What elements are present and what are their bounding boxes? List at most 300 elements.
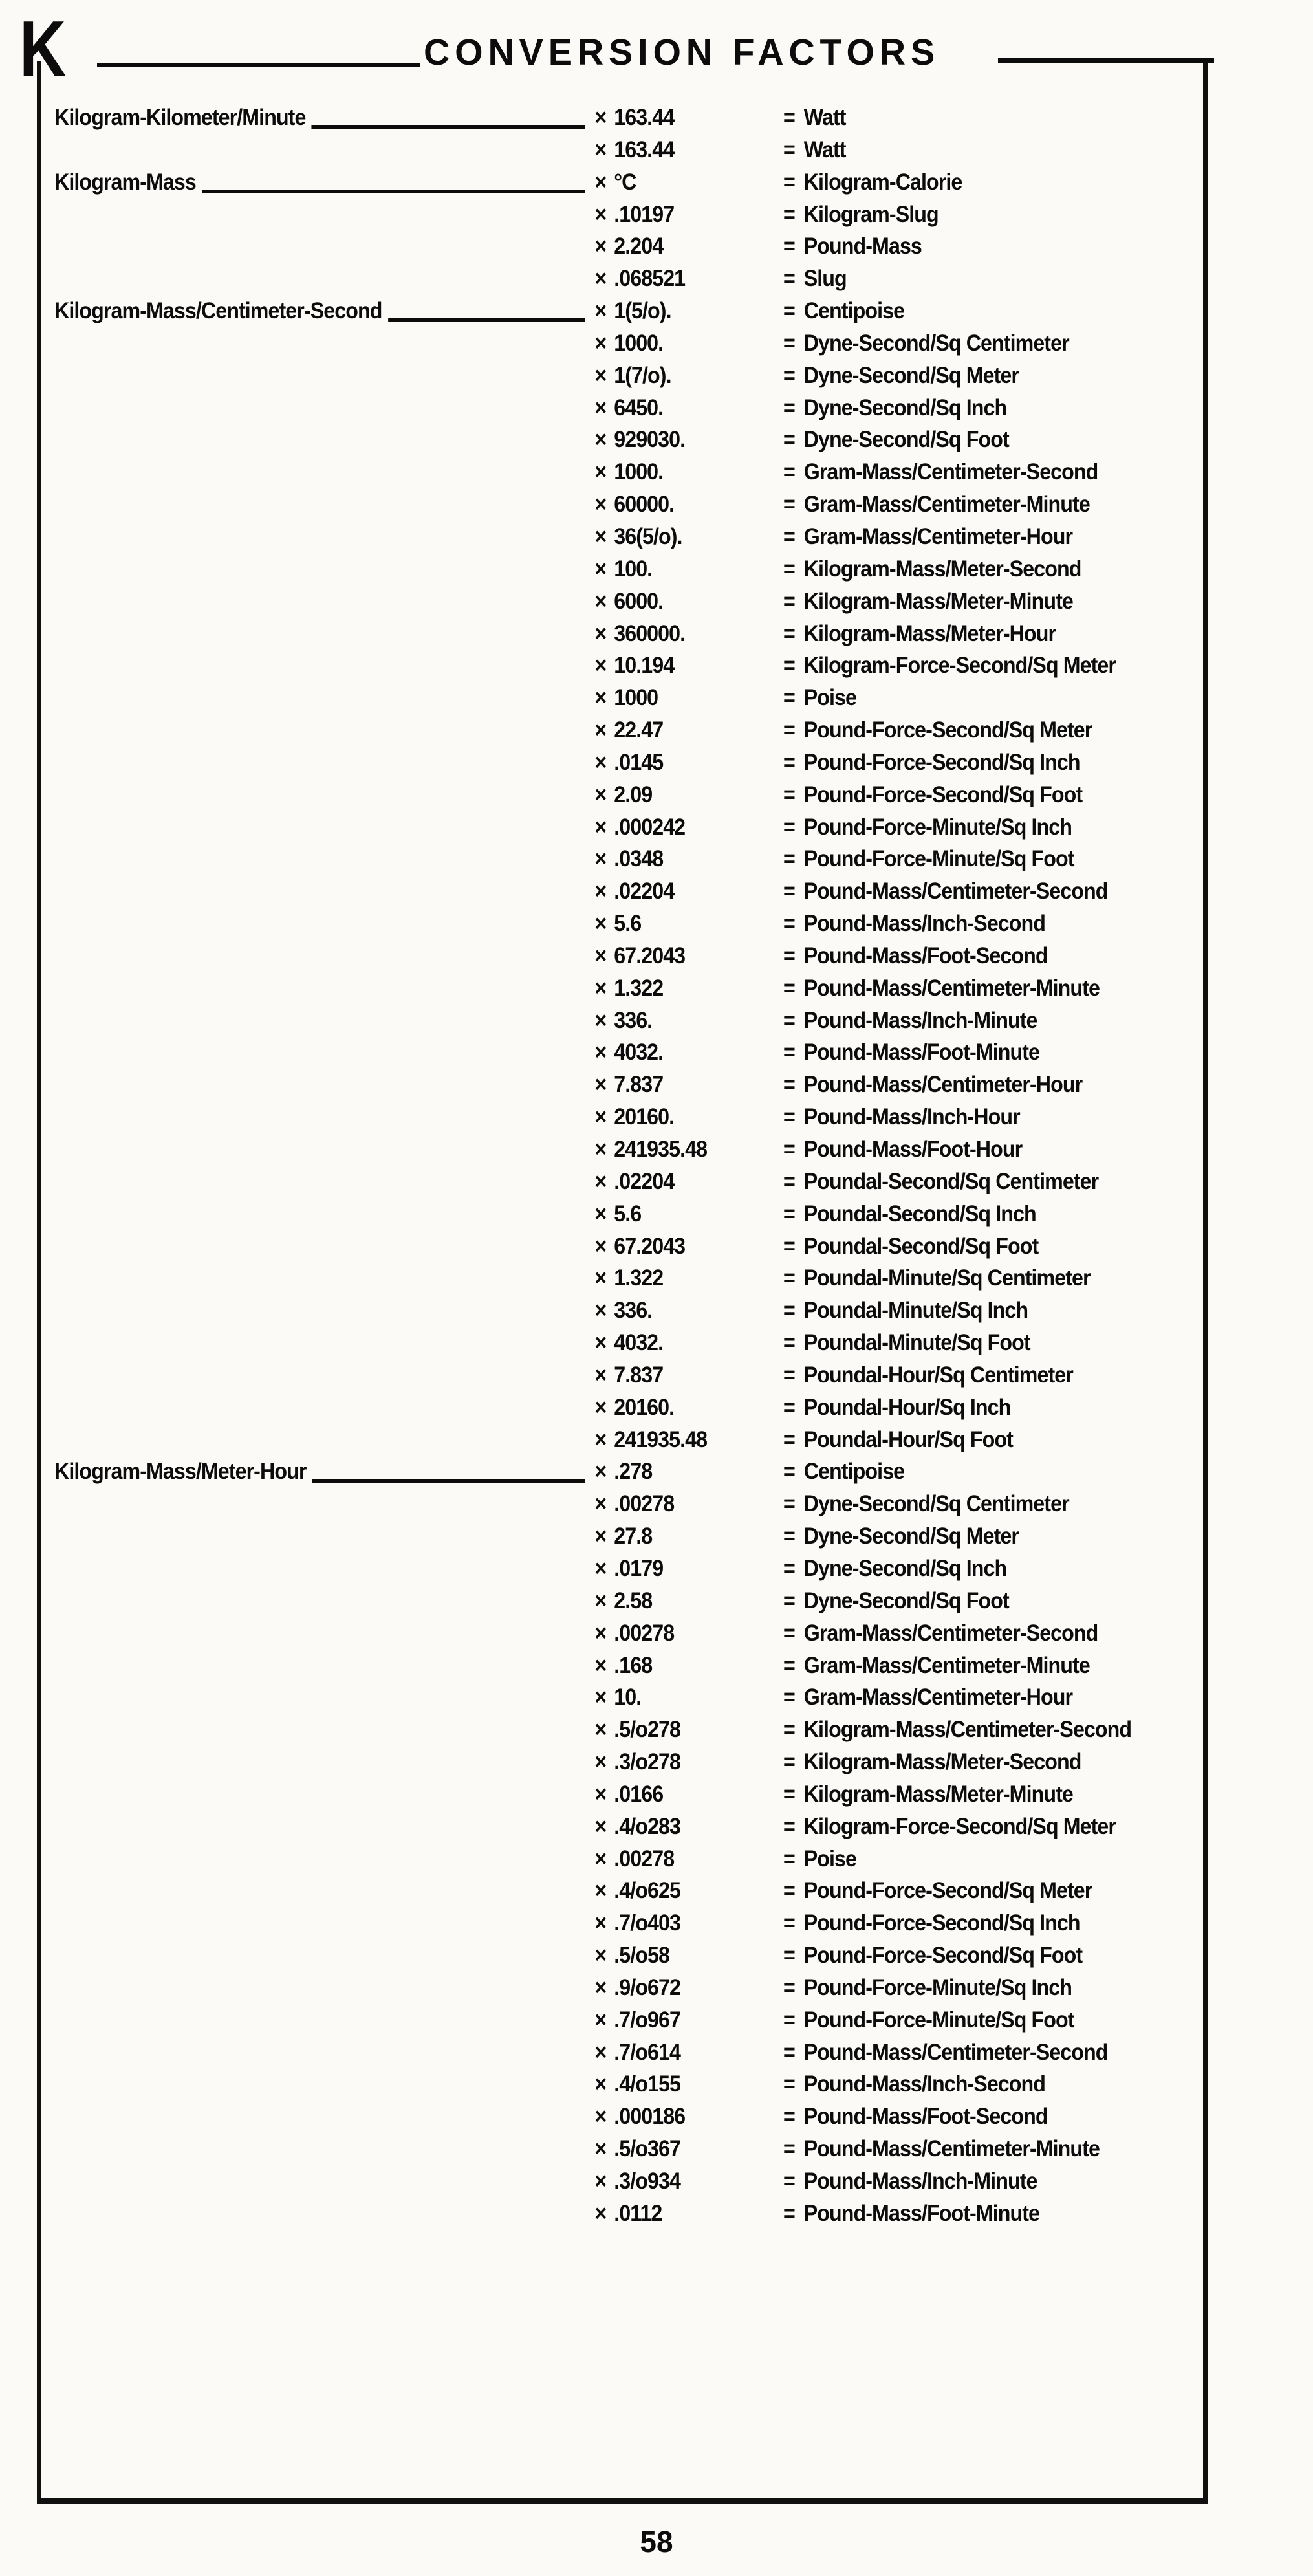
factor-value: .7/o403 — [614, 1910, 680, 1936]
equals-sign: = — [783, 2200, 795, 2226]
unit-label-cell — [54, 1617, 594, 1650]
unit-name: Kilogram-Mass/Centimeter-Second — [54, 298, 382, 324]
unit-label-cell — [54, 134, 594, 166]
result-unit: Pound-Mass/Centimeter-Minute — [803, 975, 1100, 1001]
unit-name: Kilogram-Kilometer/Minute — [54, 105, 306, 130]
result-unit: Watt — [803, 105, 846, 130]
factor-cell — [594, 1650, 783, 1682]
result-cell — [783, 2036, 1203, 2069]
factor-value: 1000. — [614, 459, 664, 485]
result-cell — [783, 424, 1203, 456]
result-cell — [783, 392, 1203, 424]
factor-cell — [594, 2133, 783, 2165]
equals-sign: = — [783, 1330, 795, 1356]
conversion-row — [54, 1488, 1203, 1520]
factor-cell — [594, 1198, 783, 1230]
result-unit: Pound-Force-Minute/Sq Inch — [803, 814, 1072, 840]
result-unit: Kilogram-Mass/Meter-Second — [803, 556, 1081, 582]
multiply-sign: × — [594, 105, 607, 130]
equals-sign: = — [783, 1620, 795, 1646]
multiply-sign: × — [594, 136, 607, 162]
equals-sign: = — [783, 911, 795, 937]
factor-cell — [594, 1036, 783, 1069]
factor-value: 241935.48 — [614, 1426, 708, 1452]
factor-value: 5.6 — [614, 911, 642, 937]
equals-sign: = — [783, 427, 795, 453]
conversion-row — [54, 553, 1203, 585]
conversion-row — [54, 585, 1203, 618]
multiply-sign: × — [594, 879, 607, 904]
multiply-sign: × — [594, 1555, 607, 1581]
unit-label-cell — [54, 1681, 594, 1714]
unit-label-cell — [54, 972, 594, 1005]
multiply-sign: × — [594, 1168, 607, 1194]
conversion-row — [54, 456, 1203, 488]
result-unit: Kilogram-Force-Second/Sq Meter — [803, 1813, 1116, 1839]
result-unit: Pound-Mass/Centimeter-Hour — [803, 1072, 1083, 1098]
conversion-row — [54, 618, 1203, 650]
factor-cell — [594, 1133, 783, 1166]
result-cell — [783, 1585, 1203, 1617]
result-cell — [783, 327, 1203, 360]
equals-sign: = — [783, 1717, 795, 1743]
conversion-row — [54, 843, 1203, 875]
conversion-row — [54, 1907, 1203, 1939]
factor-cell — [594, 1585, 783, 1617]
multiply-sign: × — [594, 1233, 607, 1259]
factor-value: 67.2043 — [614, 1233, 686, 1259]
factor-value: 5.6 — [614, 1201, 642, 1227]
result-cell — [783, 1746, 1203, 1778]
factor-cell — [594, 2068, 783, 2101]
result-unit: Pound-Mass/Inch-Second — [803, 2071, 1046, 2097]
unit-label-cell — [54, 521, 594, 553]
result-unit: Gram-Mass/Centimeter-Minute — [803, 1652, 1090, 1678]
unit-label-cell — [54, 1778, 594, 1811]
multiply-sign: × — [594, 814, 607, 840]
multiply-sign: × — [594, 1007, 607, 1033]
result-unit: Pound-Force-Second/Sq Foot — [803, 1943, 1083, 1969]
conversion-row — [54, 1005, 1203, 1037]
conversion-row — [54, 972, 1203, 1005]
multiply-sign: × — [594, 1459, 607, 1485]
unit-label-cell — [54, 1359, 594, 1392]
conversion-row — [54, 102, 1203, 134]
conversion-row — [54, 2133, 1203, 2165]
result-cell — [783, 779, 1203, 811]
unit-label-cell — [54, 908, 594, 940]
unit-label-cell — [54, 295, 594, 327]
factor-cell — [594, 1424, 783, 1456]
conversion-row — [54, 779, 1203, 811]
unit-label-cell — [54, 1392, 594, 1424]
factor-cell — [594, 327, 783, 360]
factor-value: 2.09 — [614, 781, 653, 807]
factor-value: .00278 — [614, 1491, 675, 1517]
factor-cell — [594, 1456, 783, 1488]
result-unit: Dyne-Second/Sq Inch — [803, 395, 1007, 420]
equals-sign: = — [783, 523, 795, 549]
factor-value: 6450. — [614, 395, 664, 420]
result-cell — [783, 488, 1203, 521]
result-cell — [783, 747, 1203, 779]
conversion-row — [54, 682, 1203, 714]
equals-sign: = — [783, 266, 795, 292]
equals-sign: = — [783, 1943, 795, 1969]
factor-cell — [594, 1939, 783, 1972]
section-letter: K — [19, 5, 64, 93]
multiply-sign: × — [594, 492, 607, 518]
factor-value: 4032. — [614, 1330, 664, 1356]
conversion-row — [54, 1198, 1203, 1230]
multiply-sign: × — [594, 1523, 607, 1549]
result-cell — [783, 263, 1203, 295]
result-cell — [783, 1875, 1203, 1907]
equals-sign: = — [783, 1104, 795, 1130]
result-unit: Gram-Mass/Centimeter-Hour — [803, 1685, 1073, 1710]
conversion-row — [54, 1166, 1203, 1198]
result-unit: Pound-Force-Minute/Sq Foot — [803, 2007, 1074, 2033]
unit-label-cell — [54, 327, 594, 360]
result-cell — [783, 1681, 1203, 1714]
multiply-sign: × — [594, 749, 607, 775]
result-cell — [783, 843, 1203, 875]
equals-sign: = — [783, 943, 795, 968]
factor-cell — [594, 682, 783, 714]
result-unit: Gram-Mass/Centimeter-Hour — [803, 523, 1073, 549]
multiply-sign: × — [594, 975, 607, 1001]
conversion-row — [54, 327, 1203, 360]
equals-sign: = — [783, 234, 795, 259]
factor-value: .000242 — [614, 814, 686, 840]
factor-cell — [594, 263, 783, 295]
factor-cell — [594, 843, 783, 875]
multiply-sign: × — [594, 2136, 607, 2162]
factor-value: .0112 — [614, 2200, 662, 2226]
multiply-sign: × — [594, 1878, 607, 1904]
factor-value: .4/o625 — [614, 1878, 680, 1904]
equals-sign: = — [783, 556, 795, 582]
result-unit: Pound-Force-Second/Sq Inch — [803, 749, 1080, 775]
factor-cell — [594, 199, 783, 231]
conversion-row — [54, 1036, 1203, 1069]
result-cell — [783, 2133, 1203, 2165]
result-unit: Pound-Force-Second/Sq Meter — [803, 717, 1092, 743]
factor-cell — [594, 1843, 783, 1875]
result-unit: Pound-Mass/Centimeter-Second — [803, 2039, 1108, 2065]
factor-value: .278 — [614, 1459, 653, 1485]
result-unit: Poundal-Second/Sq Foot — [803, 1233, 1039, 1259]
conversion-row — [54, 714, 1203, 747]
unit-label-cell — [54, 1488, 594, 1520]
result-cell — [783, 811, 1203, 844]
result-cell — [783, 1294, 1203, 1327]
factor-cell — [594, 1681, 783, 1714]
equals-sign: = — [783, 492, 795, 518]
factor-cell — [594, 1392, 783, 1424]
conversion-row — [54, 1811, 1203, 1843]
multiply-sign: × — [594, 1652, 607, 1678]
unit-label-cell — [54, 682, 594, 714]
result-unit: Pound-Mass/Foot-Second — [803, 2104, 1048, 2130]
factor-value: 2.204 — [614, 234, 664, 259]
equals-sign: = — [783, 362, 795, 388]
factor-value: 20160. — [614, 1104, 675, 1130]
result-cell — [783, 1617, 1203, 1650]
result-cell — [783, 360, 1203, 392]
result-unit: Pound-Mass/Foot-Minute — [803, 1040, 1040, 1065]
result-unit: Watt — [803, 136, 846, 162]
equals-sign: = — [783, 1974, 795, 2000]
result-cell — [783, 230, 1203, 263]
factor-value: 336. — [614, 1298, 653, 1324]
factor-cell — [594, 1069, 783, 1101]
result-cell — [783, 875, 1203, 908]
result-unit: Dyne-Second/Sq Inch — [803, 1555, 1007, 1581]
conversion-row — [54, 1327, 1203, 1359]
leader-line — [388, 318, 585, 322]
conversion-row — [54, 1746, 1203, 1778]
result-cell — [783, 1939, 1203, 1972]
conversion-rows — [54, 102, 1203, 2230]
conversion-row — [54, 1101, 1203, 1133]
conversion-row — [54, 263, 1203, 295]
result-unit: Centipoise — [803, 298, 905, 324]
factor-cell — [594, 1778, 783, 1811]
unit-label-cell — [54, 2165, 594, 2198]
multiply-sign: × — [594, 1137, 607, 1162]
multiply-sign: × — [594, 2104, 607, 2130]
factor-cell — [594, 618, 783, 650]
result-unit: Kilogram-Mass/Meter-Hour — [803, 620, 1056, 646]
equals-sign: = — [783, 879, 795, 904]
conversion-row — [54, 1262, 1203, 1294]
result-cell — [783, 1456, 1203, 1488]
multiply-sign: × — [594, 298, 607, 324]
factor-value: 36(5/o). — [614, 523, 682, 549]
factor-cell — [594, 2198, 783, 2230]
equals-sign: = — [783, 1555, 795, 1581]
equals-sign: = — [783, 1685, 795, 1710]
multiply-sign: × — [594, 1426, 607, 1452]
result-unit: Pound-Force-Second/Sq Foot — [803, 781, 1083, 807]
factor-cell — [594, 2004, 783, 2036]
unit-label-cell — [54, 1133, 594, 1166]
equals-sign: = — [783, 2007, 795, 2033]
result-unit: Centipoise — [803, 1459, 905, 1485]
multiply-sign: × — [594, 201, 607, 227]
multiply-sign: × — [594, 523, 607, 549]
factor-value: 1.322 — [614, 975, 664, 1001]
unit-label-cell — [54, 1036, 594, 1069]
conversion-row — [54, 392, 1203, 424]
factor-value: .168 — [614, 1652, 653, 1678]
equals-sign: = — [783, 814, 795, 840]
page-title: CONVERSION FACTORS — [424, 32, 940, 73]
factor-cell — [594, 649, 783, 682]
result-unit: Poundal-Minute/Sq Centimeter — [803, 1265, 1091, 1291]
factor-cell — [594, 360, 783, 392]
unit-label-cell — [54, 1198, 594, 1230]
unit-label-cell — [54, 2036, 594, 2069]
multiply-sign: × — [594, 1943, 607, 1969]
factor-value: .4/o283 — [614, 1813, 680, 1839]
unit-label-cell — [54, 1230, 594, 1263]
factor-value: 929030. — [614, 427, 686, 453]
equals-sign: = — [783, 620, 795, 646]
unit-label-cell — [54, 199, 594, 231]
equals-sign: = — [783, 1362, 795, 1388]
result-unit: Pound-Mass/Centimeter-Second — [803, 879, 1108, 904]
unit-label-cell — [54, 1843, 594, 1875]
result-unit: Pound-Mass/Foot-Hour — [803, 1137, 1023, 1162]
equals-sign: = — [783, 1040, 795, 1065]
result-cell — [783, 134, 1203, 166]
factor-cell — [594, 424, 783, 456]
result-unit: Poundal-Second/Sq Centimeter — [803, 1168, 1099, 1194]
result-cell — [783, 102, 1203, 134]
result-cell — [783, 682, 1203, 714]
result-unit: Gram-Mass/Centimeter-Second — [803, 1620, 1098, 1646]
factor-value: 163.44 — [614, 136, 675, 162]
multiply-sign: × — [594, 1072, 607, 1098]
multiply-sign: × — [594, 1104, 607, 1130]
factor-value: .4/o155 — [614, 2071, 680, 2097]
factor-value: 1000 — [614, 685, 658, 711]
unit-label-cell — [54, 1650, 594, 1682]
factor-cell — [594, 875, 783, 908]
conversion-row — [54, 166, 1203, 199]
result-unit: Pound-Mass/Inch-Minute — [803, 2168, 1037, 2194]
factor-value: 163.44 — [614, 105, 675, 130]
factor-cell — [594, 747, 783, 779]
result-unit: Pound-Force-Second/Sq Inch — [803, 1910, 1080, 1936]
factor-cell — [594, 2036, 783, 2069]
factor-cell — [594, 908, 783, 940]
multiply-sign: × — [594, 620, 607, 646]
equals-sign: = — [783, 1233, 795, 1259]
multiply-sign: × — [594, 1620, 607, 1646]
conversion-row — [54, 295, 1203, 327]
conversion-row — [54, 230, 1203, 263]
result-cell — [783, 2165, 1203, 2198]
unit-label-cell — [54, 1262, 594, 1294]
result-cell — [783, 1972, 1203, 2004]
factor-value: .10197 — [614, 201, 675, 227]
conversion-row — [54, 1843, 1203, 1875]
result-cell — [783, 1198, 1203, 1230]
factor-value: 10.194 — [614, 653, 675, 679]
result-cell — [783, 1650, 1203, 1682]
conversion-row — [54, 488, 1203, 521]
equals-sign: = — [783, 1588, 795, 1613]
leader-line — [202, 190, 585, 193]
result-cell — [783, 2068, 1203, 2101]
factor-cell — [594, 1553, 783, 1585]
equals-sign: = — [783, 1298, 795, 1324]
conversion-row — [54, 1294, 1203, 1327]
multiply-sign: × — [594, 2200, 607, 2226]
multiply-sign: × — [594, 330, 607, 356]
conversion-row — [54, 1714, 1203, 1746]
result-unit: Kilogram-Force-Second/Sq Meter — [803, 653, 1116, 679]
multiply-sign: × — [594, 1910, 607, 1936]
result-unit: Dyne-Second/Sq Meter — [803, 362, 1019, 388]
conversion-row — [54, 1230, 1203, 1263]
multiply-sign: × — [594, 1749, 607, 1775]
equals-sign: = — [783, 1459, 795, 1485]
conversion-row — [54, 1972, 1203, 2004]
factor-value: .02204 — [614, 1168, 675, 1194]
factor-value: .5/o367 — [614, 2136, 680, 2162]
factor-cell — [594, 1746, 783, 1778]
multiply-sign: × — [594, 1685, 607, 1710]
unit-label-cell — [54, 2101, 594, 2133]
result-unit: Poundal-Minute/Sq Inch — [803, 1298, 1028, 1324]
factor-value: 22.47 — [614, 717, 664, 743]
unit-label-cell — [54, 230, 594, 263]
unit-label-cell — [54, 1166, 594, 1198]
factor-cell — [594, 1359, 783, 1392]
result-cell — [783, 456, 1203, 488]
result-cell — [783, 1262, 1203, 1294]
equals-sign: = — [783, 169, 795, 195]
factor-cell — [594, 1166, 783, 1198]
result-unit: Kilogram-Calorie — [803, 169, 962, 195]
result-cell — [783, 1392, 1203, 1424]
unit-label-cell — [54, 488, 594, 521]
factor-value: 4032. — [614, 1040, 664, 1065]
factor-value: .068521 — [614, 266, 686, 292]
result-cell — [783, 166, 1203, 199]
equals-sign: = — [783, 1749, 795, 1775]
equals-sign: = — [783, 330, 795, 356]
equals-sign: = — [783, 1007, 795, 1033]
conversion-row — [54, 649, 1203, 682]
unit-label-cell — [54, 1972, 594, 2004]
result-unit: Pound-Force-Second/Sq Meter — [803, 1878, 1092, 1904]
equals-sign: = — [783, 298, 795, 324]
result-unit: Kilogram-Mass/Meter-Second — [803, 1749, 1081, 1775]
unit-label-cell — [54, 1327, 594, 1359]
factor-value: .3/o278 — [614, 1749, 680, 1775]
conversion-row — [54, 875, 1203, 908]
unit-label-cell — [54, 1939, 594, 1972]
factor-cell — [594, 230, 783, 263]
unit-label-cell — [54, 2068, 594, 2101]
unit-label-cell — [54, 1875, 594, 1907]
multiply-sign: × — [594, 588, 607, 614]
unit-label-cell — [54, 1746, 594, 1778]
unit-label-cell — [54, 618, 594, 650]
equals-sign: = — [783, 2136, 795, 2162]
multiply-sign: × — [594, 1813, 607, 1839]
result-cell — [783, 1520, 1203, 1553]
unit-label-cell — [54, 392, 594, 424]
factor-value: .5/o278 — [614, 1717, 680, 1743]
factor-cell — [594, 1907, 783, 1939]
factor-value: 27.8 — [614, 1523, 653, 1549]
result-unit: Kilogram-Mass/Meter-Minute — [803, 588, 1073, 614]
conversion-row — [54, 1617, 1203, 1650]
result-cell — [783, 1843, 1203, 1875]
equals-sign: = — [783, 2104, 795, 2130]
factor-value: .00278 — [614, 1846, 675, 1872]
factor-value: °C — [614, 169, 636, 195]
equals-sign: = — [783, 1652, 795, 1678]
factor-cell — [594, 1101, 783, 1133]
result-unit: Pound-Force-Minute/Sq Foot — [803, 846, 1074, 872]
